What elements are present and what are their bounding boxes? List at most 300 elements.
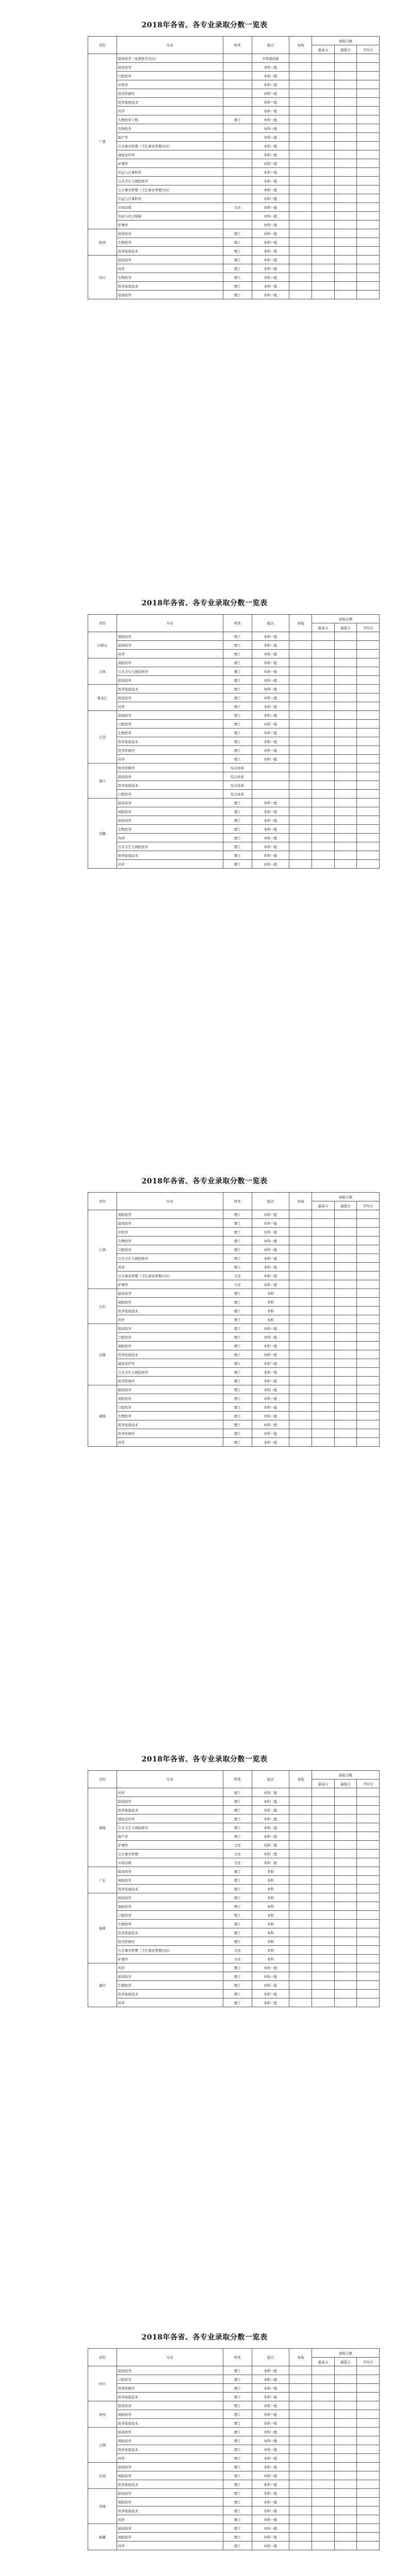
max-score-cell: [312, 737, 335, 746]
max-score-cell: [312, 1298, 335, 1307]
control-line-cell: [289, 1210, 312, 1219]
major-cell: 公共卫生与预防医学: [117, 1368, 223, 1377]
major-cell: 临床医学: [117, 1867, 223, 1876]
batch-cell: 本科一批: [252, 1981, 289, 1990]
min-score-cell: [334, 168, 357, 177]
province-cell: 新疆: [88, 2524, 117, 2550]
subject-cell: [223, 133, 252, 142]
max-score-cell: [312, 1911, 335, 1920]
major-cell: 临床医学: [117, 291, 223, 299]
batch-cell: 本科一批: [252, 2533, 289, 2541]
subject-cell: 理工: [223, 1788, 252, 1797]
batch-cell: 本科一批: [252, 842, 289, 851]
control-line-cell: [289, 142, 312, 150]
control-line-cell: [289, 89, 312, 98]
min-score-cell: [334, 247, 357, 256]
control-line-cell: [289, 1377, 312, 1385]
avg-score-cell: [357, 1972, 380, 1981]
batch-cell: 本科一批: [252, 1350, 289, 1359]
avg-score-cell: [357, 860, 380, 869]
min-score-cell: [334, 685, 357, 693]
major-cell: 生物医学: [117, 1981, 223, 1990]
batch-cell: 本科一批: [252, 1263, 289, 1272]
major-cell: 预防医学: [117, 658, 223, 667]
header-min: 最低分: [334, 2358, 357, 2366]
min-score-cell: [334, 1928, 357, 1937]
subject-cell: 理工: [223, 2541, 252, 2550]
control-line-cell: [289, 1946, 312, 1955]
major-cell: 生物医学: [117, 238, 223, 247]
control-line-cell: [289, 1272, 312, 1280]
major-cell: 公共卫生与预防医学: [117, 1823, 223, 1832]
batch-cell: 本科一批: [252, 185, 289, 194]
subject-cell: 理工: [223, 1210, 252, 1219]
batch-cell: 本科: [252, 1289, 289, 1298]
province-cell: 广东: [88, 1867, 117, 1893]
avg-score-cell: [357, 1823, 380, 1832]
batch-cell: 本科: [252, 1920, 289, 1928]
subject-cell: 理工: [223, 842, 252, 851]
control-line-cell: [289, 1359, 312, 1368]
avg-score-cell: [357, 1324, 380, 1333]
subject-cell: 理工: [223, 1998, 252, 2007]
min-score-cell: [334, 1858, 357, 1867]
major-cell: 临床医学: [117, 641, 223, 650]
header-avg: 平均分: [357, 623, 380, 632]
avg-score-cell: [357, 1342, 380, 1350]
avg-score-cell: [357, 168, 380, 177]
batch-cell: 本科一批: [252, 256, 289, 264]
table-row: [88, 2463, 380, 2471]
batch-cell: 本科一批: [252, 238, 289, 247]
avg-score-cell: [357, 2471, 380, 2480]
max-score-cell: [312, 2541, 335, 2550]
avg-score-cell: [357, 194, 380, 203]
min-score-cell: [334, 1867, 357, 1876]
max-score-cell: [312, 264, 335, 273]
min-score-cell: [334, 1219, 357, 1228]
table-row: [88, 1377, 380, 1385]
max-score-cell: [312, 632, 335, 641]
table-row: [88, 89, 380, 98]
min-score-cell: [334, 1841, 357, 1850]
table-row: [88, 2401, 380, 2410]
min-score-cell: [334, 1307, 357, 1315]
batch-cell: 本科: [252, 1867, 289, 1876]
table-row: [88, 650, 380, 658]
max-score-cell: [312, 1324, 335, 1333]
avg-score-cell: [357, 728, 380, 737]
header-province: 省份: [88, 1771, 117, 1788]
table-row: [88, 1920, 380, 1928]
min-score-cell: [334, 2498, 357, 2506]
max-score-cell: [312, 1438, 335, 1447]
major-cell: 临床医学: [117, 2401, 223, 2410]
subject-cell: 理工: [223, 2436, 252, 2445]
control-line-cell: [289, 1254, 312, 1263]
subject-cell: 理工: [223, 1963, 252, 1972]
max-score-cell: [312, 1815, 335, 1823]
avg-score-cell: [357, 1841, 380, 1850]
major-cell: 药学: [117, 1788, 223, 1797]
min-score-cell: [334, 1315, 357, 1324]
major-cell: 医学影像学: [117, 1429, 223, 1438]
min-score-cell: [334, 212, 357, 221]
avg-score-cell: [357, 1280, 380, 1289]
major-cell: 医学检验技术: [117, 2445, 223, 2454]
avg-score-cell: [357, 772, 380, 781]
min-score-cell: [334, 641, 357, 650]
major-cell: 医学影像学: [117, 89, 223, 98]
subject-cell: [223, 159, 252, 168]
avg-score-cell: [357, 667, 380, 676]
table-row: [88, 1850, 380, 1858]
table-row: [88, 755, 380, 764]
major-cell: 药学: [117, 2515, 223, 2524]
batch-cell: 本科一批: [252, 650, 289, 658]
subject-cell: 理工: [223, 1990, 252, 1998]
table-row: [88, 2454, 380, 2463]
table-row: [88, 80, 380, 89]
control-line-cell: [289, 1429, 312, 1438]
avg-score-cell: [357, 115, 380, 124]
batch-cell: 本科一批: [252, 124, 289, 133]
max-score-cell: [312, 1928, 335, 1937]
batch-cell: 本科一批: [252, 2454, 289, 2463]
table-row: [88, 781, 380, 790]
min-score-cell: [334, 693, 357, 702]
subject-cell: 理工: [223, 851, 252, 860]
header-control-line: 本线: [289, 37, 312, 54]
province-cell: 山东: [88, 1289, 117, 1324]
min-score-cell: [334, 1990, 357, 1998]
max-score-cell: [312, 2445, 335, 2454]
subject-cell: 综合改革: [223, 764, 252, 772]
major-cell: 医学检验技术: [117, 1350, 223, 1359]
max-score-cell: [312, 650, 335, 658]
avg-score-cell: [357, 632, 380, 641]
major-cell: 临床医学: [117, 1385, 223, 1394]
table-row: [88, 632, 380, 641]
control-line-cell: [289, 80, 312, 89]
report-page: [0, 0, 409, 578]
min-score-cell: [334, 1298, 357, 1307]
batch-cell: 本科一批: [252, 1403, 289, 1412]
table-row: [88, 1806, 380, 1815]
table-row: [88, 1858, 380, 1867]
province-cell: 重庆: [88, 1963, 117, 2007]
table-row: [88, 1937, 380, 1946]
control-line-cell: [289, 1385, 312, 1394]
table-row: [88, 1902, 380, 1911]
avg-score-cell: [357, 781, 380, 790]
avg-score-cell: [357, 2366, 380, 2375]
major-cell: 助产学: [117, 133, 223, 142]
batch-cell: 本科二批: [252, 1815, 289, 1823]
min-score-cell: [334, 264, 357, 273]
header-score-group: 录取分数: [312, 1771, 380, 1780]
batch-cell: 本科一批: [252, 825, 289, 834]
batch-cell: 本科: [252, 1946, 289, 1955]
batch-cell: 本科: [252, 1885, 289, 1893]
table-row: [88, 2506, 380, 2515]
control-line-cell: [289, 133, 312, 142]
control-line-cell: [289, 54, 312, 63]
min-score-cell: [334, 124, 357, 133]
subject-cell: 理工: [223, 1972, 252, 1981]
major-cell: 药学: [117, 1263, 223, 1272]
major-cell: 药学: [117, 2454, 223, 2463]
min-score-cell: [334, 1333, 357, 1342]
batch-cell: 本科: [252, 1928, 289, 1937]
subject-cell: 理工: [223, 1228, 252, 1236]
max-score-cell: [312, 860, 335, 869]
batch-cell: 本科二批: [252, 1806, 289, 1815]
max-score-cell: [312, 781, 335, 790]
max-score-cell: [312, 1788, 335, 1797]
max-score-cell: [312, 851, 335, 860]
page-title: 2018年各省、各专业录取分数一览表: [141, 1755, 268, 1764]
batch-cell: 本科一批: [252, 1377, 289, 1385]
major-cell: 生物医学: [117, 124, 223, 133]
control-line-cell: [289, 1990, 312, 1998]
major-cell: 预防医学: [117, 1394, 223, 1403]
province-cell: 青海: [88, 2489, 117, 2524]
table-row: [88, 2384, 380, 2393]
batch-cell: 本科二批: [252, 1858, 289, 1867]
subject-cell: 理工: [223, 807, 252, 816]
subject-cell: 理工: [223, 1806, 252, 1815]
min-score-cell: [334, 1350, 357, 1359]
header-batch: 批次: [252, 2349, 289, 2366]
table-row: [88, 2515, 380, 2524]
subject-cell: [223, 221, 252, 229]
control-line-cell: [289, 1236, 312, 1245]
batch-cell: 本科一批: [252, 667, 289, 676]
control-line-cell: [289, 1920, 312, 1928]
min-score-cell: [334, 2471, 357, 2480]
major-cell: 医学影像学: [117, 746, 223, 755]
min-score-cell: [334, 54, 357, 63]
province-cell: 四川: [88, 2366, 117, 2401]
subject-cell: 理工: [223, 1981, 252, 1990]
major-cell: 临床医学: [117, 63, 223, 72]
province-cell: 浙江: [88, 764, 117, 799]
batch-cell: 本科一批: [252, 1412, 289, 1420]
avg-score-cell: [357, 2375, 380, 2384]
control-line-cell: [289, 72, 312, 80]
max-score-cell: [312, 1990, 335, 1998]
batch-cell: 本科一批: [252, 203, 289, 212]
table-row: [88, 799, 380, 807]
table-row: [88, 1420, 380, 1429]
major-cell: 生物医学: [117, 1920, 223, 1928]
control-line-cell: [289, 2480, 312, 2489]
batch-cell: 本科一批: [252, 2524, 289, 2533]
control-line-cell: [289, 247, 312, 256]
subject-cell: 理工: [223, 658, 252, 667]
control-line-cell: [289, 1788, 312, 1797]
table-row: [88, 1963, 380, 1972]
major-cell: 助产学: [117, 1832, 223, 1841]
subject-cell: 理工: [223, 641, 252, 650]
min-score-cell: [334, 1403, 357, 1412]
batch-cell: 本科一批: [252, 816, 289, 825]
max-score-cell: [312, 1841, 335, 1850]
min-score-cell: [334, 107, 357, 115]
major-cell: 医学检验技术: [117, 781, 223, 790]
avg-score-cell: [357, 1228, 380, 1236]
max-score-cell: [312, 676, 335, 685]
subject-cell: [223, 150, 252, 159]
major-cell: 药学: [117, 264, 223, 273]
subject-cell: 理工: [223, 1867, 252, 1876]
max-score-cell: [312, 2489, 335, 2498]
min-score-cell: [334, 1385, 357, 1394]
major-cell: 口腔医学: [117, 1333, 223, 1342]
table-row: [88, 229, 380, 238]
max-score-cell: [312, 807, 335, 816]
major-cell: 医学检验技术: [117, 2419, 223, 2428]
min-score-cell: [334, 1946, 357, 1955]
max-score-cell: [312, 1981, 335, 1990]
subject-cell: 理工: [223, 650, 252, 658]
max-score-cell: [312, 799, 335, 807]
max-score-cell: [312, 2384, 335, 2393]
header-row: [88, 2349, 380, 2358]
avg-score-cell: [357, 641, 380, 650]
min-score-cell: [334, 115, 357, 124]
table-row: [88, 746, 380, 755]
min-score-cell: [334, 1955, 357, 1963]
subject-cell: 理工: [223, 1823, 252, 1832]
header-control-line: 本线: [289, 615, 312, 632]
major-cell: 口腔医学: [117, 2375, 223, 2384]
min-score-cell: [334, 1394, 357, 1403]
header-major: 专业: [117, 1771, 223, 1788]
avg-score-cell: [357, 685, 380, 693]
min-score-cell: [334, 98, 357, 107]
score-table: [88, 614, 380, 869]
batch-cell: 本科: [252, 1315, 289, 1324]
control-line-cell: [289, 1893, 312, 1902]
subject-cell: 理工: [223, 2366, 252, 2375]
min-score-cell: [334, 1797, 357, 1806]
major-cell: 预防医学: [117, 2410, 223, 2419]
control-line-cell: [289, 1245, 312, 1254]
min-score-cell: [334, 1210, 357, 1219]
avg-score-cell: [357, 107, 380, 115]
control-line-cell: [289, 2445, 312, 2454]
control-line-cell: [289, 115, 312, 124]
table-header: [88, 2349, 380, 2366]
subject-cell: 理工: [223, 2515, 252, 2524]
avg-score-cell: [357, 1412, 380, 1420]
table-row: [88, 2393, 380, 2401]
min-score-cell: [334, 2445, 357, 2454]
min-score-cell: [334, 1902, 357, 1911]
avg-score-cell: [357, 658, 380, 667]
min-score-cell: [334, 1876, 357, 1885]
min-score-cell: [334, 2384, 357, 2393]
batch-cell: 本科一批: [252, 1368, 289, 1377]
subject-cell: 理工: [223, 711, 252, 720]
table-row: [88, 1298, 380, 1307]
min-score-cell: [334, 1236, 357, 1245]
control-line-cell: [289, 1823, 312, 1832]
batch-cell: 本科一批: [252, 632, 289, 641]
min-score-cell: [334, 807, 357, 816]
avg-score-cell: [357, 834, 380, 842]
subject-cell: 理工: [223, 667, 252, 676]
max-score-cell: [312, 1955, 335, 1963]
avg-score-cell: [357, 2410, 380, 2419]
min-score-cell: [334, 203, 357, 212]
max-score-cell: [312, 1377, 335, 1385]
batch-cell: 本科一批: [252, 133, 289, 142]
subject-cell: 理工: [223, 291, 252, 299]
subject-cell: [223, 89, 252, 98]
control-line-cell: [289, 2366, 312, 2375]
max-score-cell: [312, 2436, 335, 2445]
control-line-cell: [289, 107, 312, 115]
header-major: 专业: [117, 615, 223, 632]
major-cell: 临床医学: [117, 2463, 223, 2471]
control-line-cell: [289, 2524, 312, 2533]
batch-cell: 本科一批: [252, 2463, 289, 2471]
subject-cell: 文史: [223, 1858, 252, 1867]
avg-score-cell: [357, 72, 380, 80]
min-score-cell: [334, 177, 357, 185]
table-row: [88, 667, 380, 676]
subject-cell: 理工: [223, 2393, 252, 2401]
max-score-cell: [312, 2506, 335, 2515]
major-cell: 口腔医学: [117, 720, 223, 728]
min-score-cell: [334, 2393, 357, 2401]
major-cell: 康复治疗学: [117, 1815, 223, 1823]
major-cell: 预防医学: [117, 1210, 223, 1219]
control-line-cell: [289, 1342, 312, 1350]
control-line-cell: [289, 282, 312, 291]
max-score-cell: [312, 1893, 335, 1902]
subject-cell: 理工: [223, 1438, 252, 1447]
province-cell: 广西: [88, 54, 117, 229]
table-row: [88, 1342, 380, 1350]
major-cell: 公共卫生与预防医学: [117, 842, 223, 851]
avg-score-cell: [357, 1885, 380, 1893]
control-line-cell: [289, 781, 312, 790]
table-row: [88, 1350, 380, 1359]
max-score-cell: [312, 1858, 335, 1867]
batch-cell: 本科: [252, 1937, 289, 1946]
major-cell: 药学: [117, 2541, 223, 2550]
major-cell: 预防医学: [117, 1876, 223, 1885]
control-line-cell: [289, 1298, 312, 1307]
max-score-cell: [312, 1333, 335, 1342]
min-score-cell: [334, 632, 357, 641]
max-score-cell: [312, 1210, 335, 1219]
max-score-cell: [312, 1823, 335, 1832]
max-score-cell: [312, 1342, 335, 1350]
min-score-cell: [334, 291, 357, 299]
avg-score-cell: [357, 124, 380, 133]
header-province: 省份: [88, 1193, 117, 1210]
max-score-cell: [312, 291, 335, 299]
batch-cell: 本科一批: [252, 799, 289, 807]
header-subject: 科类: [223, 1771, 252, 1788]
header-min: 最低分: [334, 1780, 357, 1788]
major-cell: 公共卫生与预防医学: [117, 1254, 223, 1263]
